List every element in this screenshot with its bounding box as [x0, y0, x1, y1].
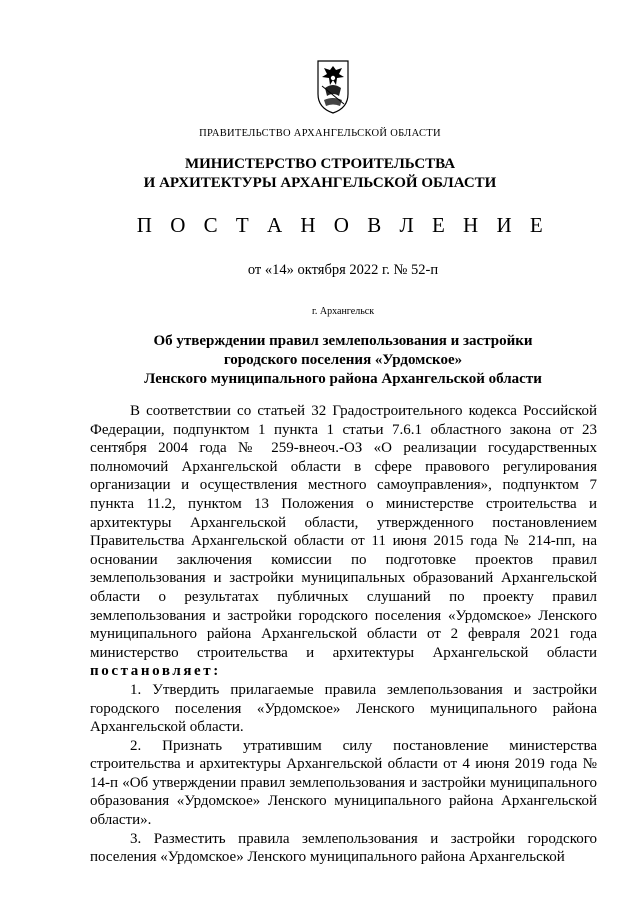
item-3-paragraph: 3. Разместить правила землепользования и застройки городского поселения «Урдомское» Ленского муниципального района Архангельской [90, 830, 597, 866]
decree-word: постановляет [90, 663, 214, 680]
subject-line-2: городского поселения «Урдомское» [223, 352, 463, 368]
document-subject [0, 332, 640, 389]
item-2-paragraph: 2. Признать утратившим силу постановление министерства строительства и архитектуры Архангельской области от 4 июня 2019 года № 14-п «Об утверждении правил землепользования и застройки муниципального образования «Урдомское» Ленского муниципального района Архангельской области». [90, 737, 597, 829]
document-date-number: от «14» октября 2022 г. № 52-п [247, 262, 439, 278]
ministry-line-2: И АРХИТЕКТУРЫ АРХАНГЕЛЬСКОЙ ОБЛАСТИ [143, 175, 497, 191]
document-body [90, 402, 597, 867]
ministry-line-1: МИНИСТЕРСТВО СТРОИТЕЛЬСТВА [184, 156, 456, 172]
arkhangelsk-coat-of-arms-icon [316, 60, 350, 114]
document-type-title: П О С Т А Н О В Л Е Н И Е [136, 213, 550, 237]
subject-line-3: Ленского муниципального района Архангельской области [144, 371, 542, 387]
decree-colon: : [213, 663, 221, 680]
preamble-text: В соответствии со статьей 32 Градостроительного кодекса Российской Федерации, подпунктом 1 пункта 1 статьи 7.6.1 областного закона от 23 сентября 2004 года № 259-внеоч.-ОЗ «О реализации государственных полномочий Архангельской области в сфере правового регулирования организации и осуществления местного самоуправления», подпунктом 7 пункта 11.2, пунктом 13 Положения о министерстве строительства и архитектуры Архангельской области, утвержденного постановлением Правительства Архангельской области от 11 июня 2015 года № 214-пп, на основании заключения комиссии по подготовке проектов правил землепользования и застройки муниципальных образований Архангельской области о результатах публичных слушаний по проекту правил землепользования и застройки городского поселения «Урдомское» Ленского муниципального района Архангельской области от 2 февраля 2021 года министерство строительства и архитектуры Архангельской области [90, 403, 597, 661]
document-city: г. Архангельск [311, 306, 375, 317]
preamble-paragraph [90, 402, 597, 681]
ministry-name [0, 155, 640, 193]
government-name: ПРАВИТЕЛЬСТВО АРХАНГЕЛЬСКОЙ ОБЛАСТИ [199, 128, 441, 139]
item-1-paragraph: 1. Утвердить прилагаемые правила землепользования и застройки городского поселения «Урдомское» Ленского муниципального района Архангельской области. [90, 681, 597, 736]
subject-line-1: Об утверждении правил землепользования и застройки [153, 333, 533, 349]
